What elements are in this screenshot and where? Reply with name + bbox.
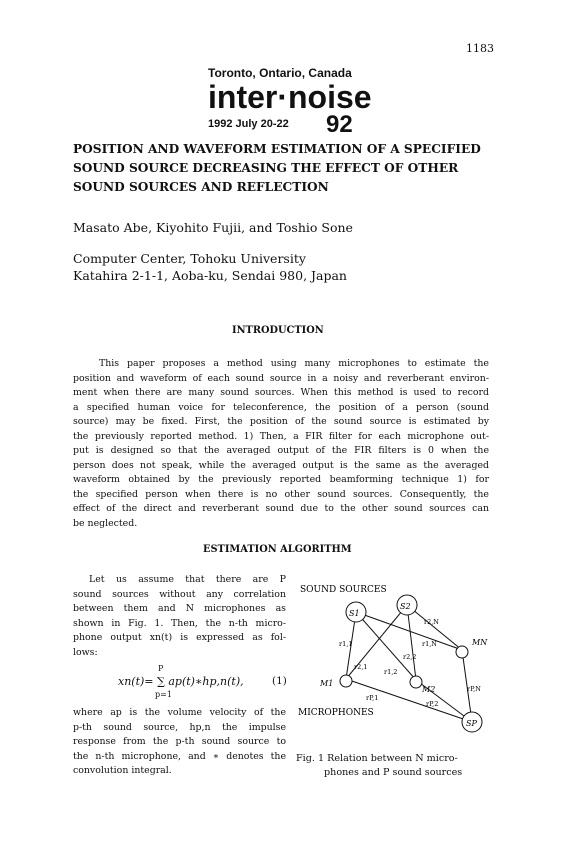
paragraph-line: ment when there are many sound sources. When this method is used to record [73, 387, 489, 398]
path-label-rp1: rP,1 [366, 694, 379, 702]
source-microphone-diagram [296, 576, 496, 746]
conference-date: 1992 July 20-22 [208, 118, 289, 130]
paragraph-line: between them and N microphones as [73, 603, 286, 614]
path-line [407, 605, 416, 680]
source-sp-label: SP [466, 719, 477, 728]
affiliation [73, 250, 347, 284]
paragraph-line: be neglected. [73, 517, 138, 529]
paragraph-line: the previously reported method. 1) Then, a FIR filter for each microphone out- [73, 430, 489, 442]
algorithm-paragraph-continued [73, 706, 286, 779]
conference-year-badge: 92 [326, 111, 353, 138]
caption-line: phones and P sound sources [324, 767, 463, 778]
paragraph-line: phone output xn(t) is expressed as fol- [73, 632, 286, 643]
paragraph-line: a specified human voice for teleconference, the position of a person (sound [73, 401, 489, 413]
algorithm-paragraph [73, 573, 286, 660]
microphone-mn [456, 646, 468, 658]
microphones-label: MICROPHONES [298, 708, 374, 718]
paragraph-line: put is designed so that the averaged output of the FIR filters is 0 when the [73, 445, 489, 456]
introduction-paragraph [73, 357, 489, 531]
affiliation-line: Katahira 2-1-1, Aoba-ku, Sendai 980, Japan [73, 268, 347, 283]
path-label-rp2: rP,2 [426, 700, 439, 708]
paragraph-line: response from the p-th sound source to [73, 736, 286, 747]
paragraph-line: effect of the direct and reverberant sound due to the other sound sources can [73, 503, 489, 514]
source-s2-label: S2 [400, 602, 411, 611]
paragraph-line: where ap is the volume velocity of the [73, 707, 286, 718]
estimation-heading: ESTIMATION ALGORITHM [203, 544, 352, 555]
microphone-m2-label: M2 [422, 685, 436, 694]
conference-location: Toronto, Ontario, Canada [208, 66, 352, 80]
microphone-m1-label: M1 [320, 679, 334, 688]
source-s1-label: S1 [349, 609, 360, 618]
paper-title [73, 140, 503, 197]
paragraph-line: the specified person when there is no other sound sources. Consequently, the [73, 488, 489, 500]
affiliation-line: Computer Center, Tohoku University [73, 251, 306, 266]
path-label-r2n: r2,N [424, 618, 439, 626]
paragraph-line: source) may be fixed. First, the position of the sound source is estimated by [73, 416, 489, 427]
title-line: POSITION AND WAVEFORM ESTIMATION OF A SPECIFIED [73, 142, 481, 156]
paragraph-line: the n-th microphone, and ∗ denotes the [73, 750, 286, 762]
path-label-r22: r2,2 [403, 653, 417, 661]
equation-number: (1) [272, 675, 287, 687]
equation-sum-upper: P [158, 664, 164, 673]
equation-sum-lower: p=1 [155, 690, 172, 699]
introduction-heading: INTRODUCTION [232, 325, 324, 336]
paragraph-line: lows: [73, 646, 98, 658]
figure-1 [296, 576, 496, 750]
paragraph-line: person does not speak, while the averaged output is the same as the averaged [73, 459, 489, 471]
sound-sources-label: SOUND SOURCES [300, 585, 387, 595]
caption-line: Fig. 1 Relation between N micro- [296, 753, 458, 764]
path-label-r21: r2,1 [354, 663, 368, 671]
title-line: SOUND SOURCE DECREASING THE EFFECT OF OTHER [73, 161, 459, 175]
paragraph-line: This paper proposes a method using many microphones to estimate the [99, 358, 489, 369]
microphone-m2 [410, 676, 422, 688]
path-label-r11: r1,1 [339, 640, 353, 648]
path-label-r12: r1,2 [384, 668, 398, 676]
paragraph-line: convolution integral. [73, 765, 172, 776]
title-line: SOUND SOURCES AND REFLECTION [73, 180, 329, 194]
paragraph-line: Let us assume that there are P [89, 574, 286, 585]
path-label-r1n: r1,N [422, 640, 437, 648]
conference-logo: inter·noise [208, 79, 372, 115]
microphone-m1 [340, 675, 352, 687]
paragraph-line: p-th sound source, hp,n the impulse [73, 721, 286, 733]
figure-caption [296, 752, 462, 780]
authors: Masato Abe, Kiyohito Fujii, and Toshio Sone [73, 220, 353, 235]
microphone-mn-label: MN [472, 638, 488, 647]
paragraph-line: waveform obtained by the previously reported beamforming technique 1) for [73, 474, 489, 485]
equation-1: xn(t)= ∑ ap(t)∗hp,n(t), [118, 675, 244, 688]
page-number: 1183 [466, 42, 494, 55]
paragraph-line: sound sources without any correlation [73, 588, 286, 600]
paragraph-line: position and waveform of each sound source in a noisy and reverberant environ- [73, 372, 489, 384]
path-label-rpn: rP,N [467, 685, 481, 693]
paragraph-line: shown in Fig. 1. Then, the n-th micro- [73, 617, 286, 629]
